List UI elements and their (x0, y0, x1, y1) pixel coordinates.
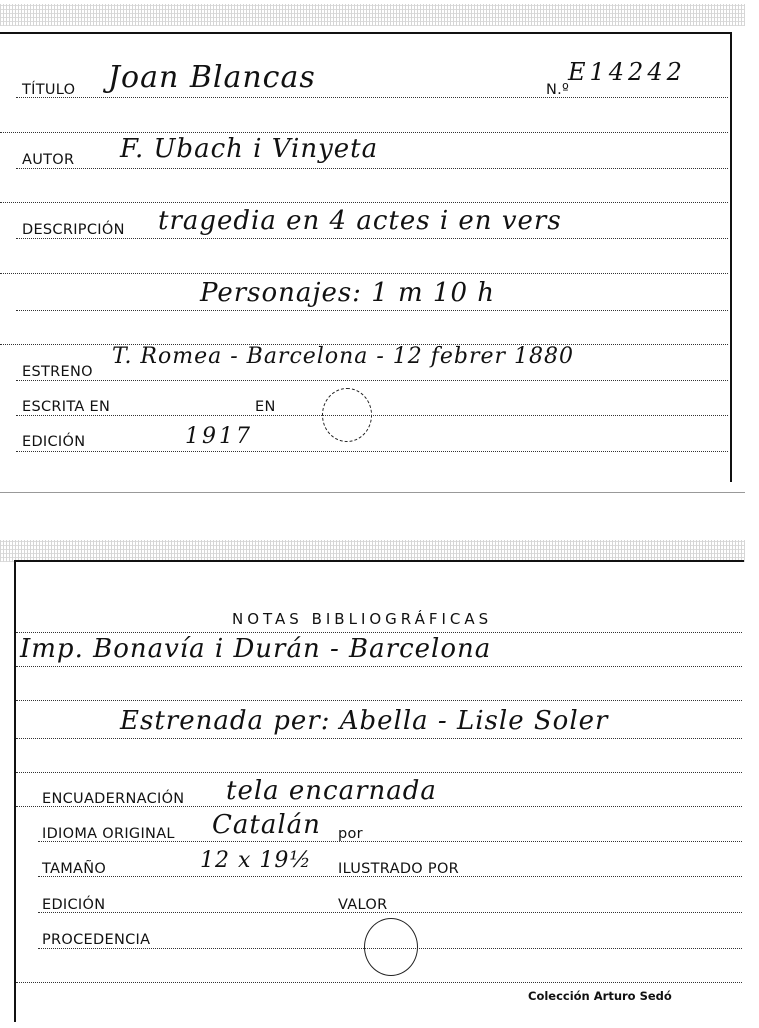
collection-footer: Colección Arturo Sedó (528, 989, 672, 1003)
label-procedencia: PROCEDENCIA (42, 932, 151, 948)
label-estreno: ESTRENO (22, 364, 93, 380)
label-ilustrado: ILUSTRADO POR (338, 861, 460, 877)
value-tamano: 12 x 19½ (200, 848, 312, 873)
label-en: EN (255, 399, 276, 415)
ruled-line (16, 451, 728, 452)
catalog-card-bottom (0, 540, 745, 1028)
ruled-line (16, 168, 728, 169)
ruled-line (38, 912, 742, 913)
label-encuadernacion: ENCUADERNACIÓN (42, 791, 185, 807)
notes-line-2: Estrenada per: Abella - Lisle Soler (120, 706, 609, 736)
value-autor: F. Ubach i Vinyeta (120, 134, 379, 164)
value-titulo: Joan Blancas (108, 60, 316, 95)
value-edicion: 1917 (185, 424, 253, 449)
scan-noise-top (0, 4, 745, 26)
scan-noise-bottom (0, 540, 745, 562)
ruled-line (0, 273, 728, 274)
label-numero: N.º (546, 82, 570, 98)
value-estreno: T. Romea - Barcelona - 12 febrer 1880 (112, 344, 575, 369)
ruled-line (16, 238, 728, 239)
card-separator (0, 492, 745, 493)
notes-heading: NOTAS BIBLIOGRÁFICAS (232, 610, 493, 628)
label-edicion: EDICIÓN (22, 434, 86, 450)
ruled-line (16, 97, 728, 98)
label-por: por (338, 826, 363, 842)
ruled-line (0, 202, 728, 203)
ruled-line (16, 738, 742, 739)
catalog-card-top (0, 0, 745, 492)
value-numero: E14242 (568, 58, 686, 86)
ruled-line (16, 982, 742, 983)
notes-line-1: Imp. Bonavía i Durán - Barcelona (20, 634, 492, 664)
ruled-line (16, 632, 742, 633)
ruled-line (16, 666, 742, 667)
label-titulo: TÍTULO (22, 82, 76, 98)
label-autor: AUTOR (22, 152, 75, 168)
ruled-line (16, 415, 728, 416)
ruled-line (0, 132, 728, 133)
label-idioma: IDIOMA ORIGINAL (42, 826, 175, 842)
label-escrita-en: ESCRITA EN (22, 399, 111, 415)
value-descripcion-1: tragedia en 4 actes i en vers (158, 206, 562, 236)
label-edicion-2: EDICIÓN (42, 897, 106, 913)
label-valor: VALOR (338, 897, 388, 913)
circle-stamp (322, 388, 372, 442)
label-tamano: TAMAÑO (42, 861, 107, 877)
label-descripcion: DESCRIPCIÓN (22, 222, 125, 238)
circle-stamp-2 (364, 918, 418, 976)
ruled-line (16, 700, 742, 701)
ruled-line (16, 310, 728, 311)
value-encuadernacion: tela encarnada (226, 776, 437, 806)
ruled-line (16, 772, 742, 773)
value-descripcion-2: Personajes: 1 m 10 h (200, 278, 496, 308)
value-idioma: Catalán (212, 810, 321, 840)
ruled-line (16, 380, 728, 381)
